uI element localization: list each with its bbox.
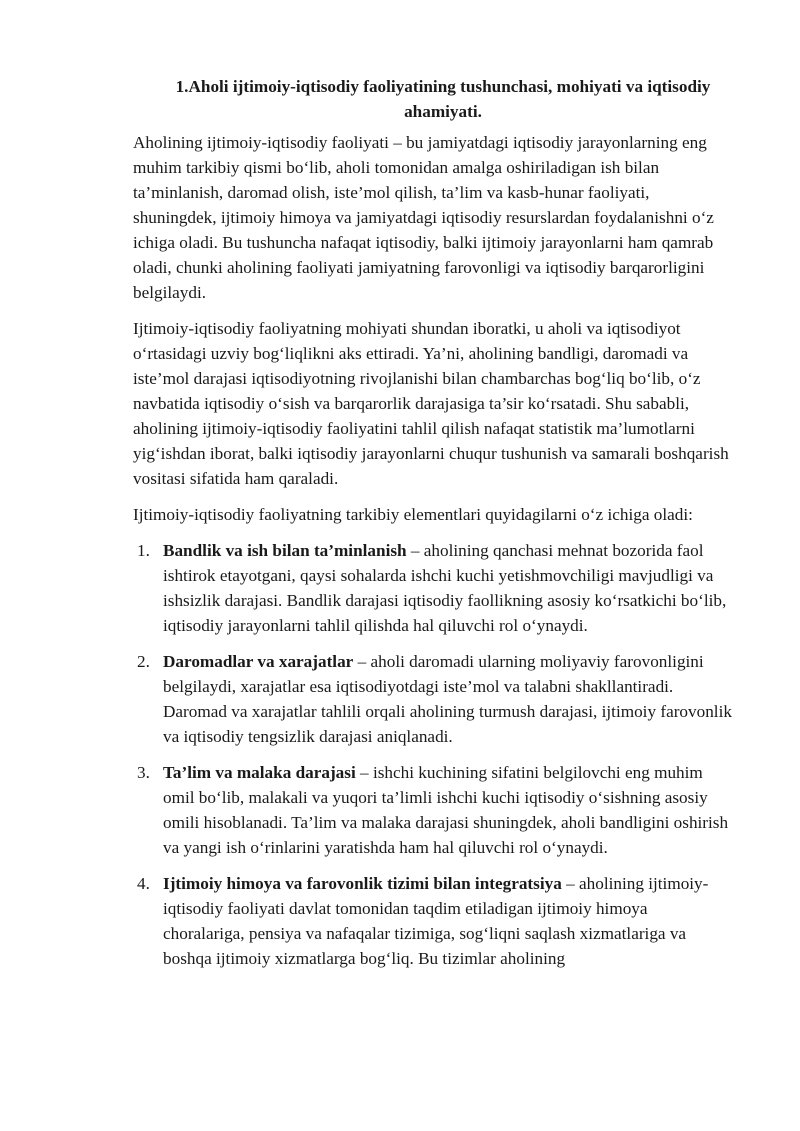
list-item-number: 1.: [137, 541, 150, 560]
list-item-term: Ijtimoiy himoya va farovonlik tizimi bilan integratsiya: [163, 874, 562, 893]
paragraph-essence: Ijtimoiy-iqtisodiy faoliyatning mohiyati shundan iboratki, u aholi va iqtisodiyot o‘rtasidagi uzviy bog‘liqlikni aks ettiradi. Ya’ni, aholining bandligi, daromadi va iste’mol darajasi iqtisodiyotning rivojlanishi bilan chambarchas bog‘liq bo‘lib, o‘z navbatida iqtisodiy o‘sish va barqarorlik darajasiga ta’sir ko‘rsatadi. Shu sababli, aholining ijtimoiy-iqtisodiy faoliyatini tahlil qilish nafaqat statistik ma’lumotlarni yig‘ishdan iborat, balki iqtisodiy jarayonlarni chuqur tushunish va samarali boshqarish vositasi sifatida ham qaraladi.: [133, 319, 729, 488]
list-item-term: Ta’lim va malaka darajasi: [163, 763, 356, 782]
list-item-number: 3.: [137, 763, 150, 782]
list-item-text: – ishchi kuchining sifatini belgilovchi eng muhim omil bo‘lib, malakali va yuqori ta’limli ishchi kuchi iqtisodiy o‘sishning asosiy omili hisoblanadi. Ta’lim va malaka darajasi shuningdek, aholi bandligini oshirish va yangi ish o‘rinlarini yaratishda ham hal qiluvchi rol o‘ynaydi.: [163, 763, 729, 857]
paragraph-list-intro: Ijtimoiy-iqtisodiy faoliyatning tarkibiy elementlari quyidagilarni o‘z ichiga oladi:: [133, 505, 693, 524]
document-title: 1.Aholi ijtimoiy-iqtisodiy faoliyatining tushunchasi, mohiyati va iqtisodiy ahamiyati.: [175, 77, 711, 121]
list-item: [133, 871, 733, 971]
list-item-term: Bandlik va ish bilan ta’minlanish: [163, 541, 407, 560]
list-item: [133, 760, 733, 860]
document-page: [133, 74, 733, 982]
list-item-term: Daromadlar va xarajatlar: [163, 652, 354, 671]
list-item-text: – aholining ijtimoiy-iqtisodiy faoliyati davlat tomonidan taqdim etiladigan ijtimoiy himoya choralariga, pensiya va nafaqalar tizimiga, sog‘liqni saqlash xizmatlariga va boshqa ijtimoiy xizmatlarga bog‘liq. Bu tizimlar aholining: [163, 874, 709, 968]
list-item-text: – aholining qanchasi mehnat bozorida faol ishtirok etayotgani, qaysi sohalarda ishchi kuchi yetishmovchiligi mavjudligi va ishsizlik darajasi. Bandlik darajasi iqtisodiy faollikning asosiy ko‘rsatkichi bo‘lib, iqtisodiy jarayonlarni tahlil qilishda hal qiluvchi rol o‘ynaydi.: [163, 541, 727, 635]
paragraph-definition: Aholining ijtimoiy-iqtisodiy faoliyati – bu jamiyatdagi iqtisodiy jarayonlarning eng muhim tarkibiy qismi bo‘lib, aholi tomonidan amalga oshiriladigan ish bilan ta’minlanish, daromad olish, iste’mol qilish, ta’lim va kasb-hunar faoliyati, shuningdek, ijtimoiy himoya va jamiyatdagi iqtisodiy resurslardan foydalanishni o‘z ichiga oladi. Bu tushuncha nafaqat iqtisodiy, balki ijtimoiy jarayonlarni ham qamrab oladi, chunki aholining faoliyati jamiyatning farovonligi va iqtisodiy barqarorligini belgilaydi.: [133, 133, 714, 302]
list-item-number: 2.: [137, 652, 150, 671]
list-item-text: – aholi daromadi ularning moliyaviy farovonligini belgilaydi, xarajatlar esa iqtisodiyotdagi iste’mol va talabni shakllantiradi. Daromad va xarajatlar tahlili orqali aholining turmush darajasi, ijtimoiy farovonlik va iqtisodiy tengsizlik darajasi aniqlanadi.: [163, 652, 732, 746]
list-item: [133, 649, 733, 749]
elements-list: [133, 538, 733, 971]
list-item-number: 4.: [137, 874, 150, 893]
list-item: [133, 538, 733, 638]
